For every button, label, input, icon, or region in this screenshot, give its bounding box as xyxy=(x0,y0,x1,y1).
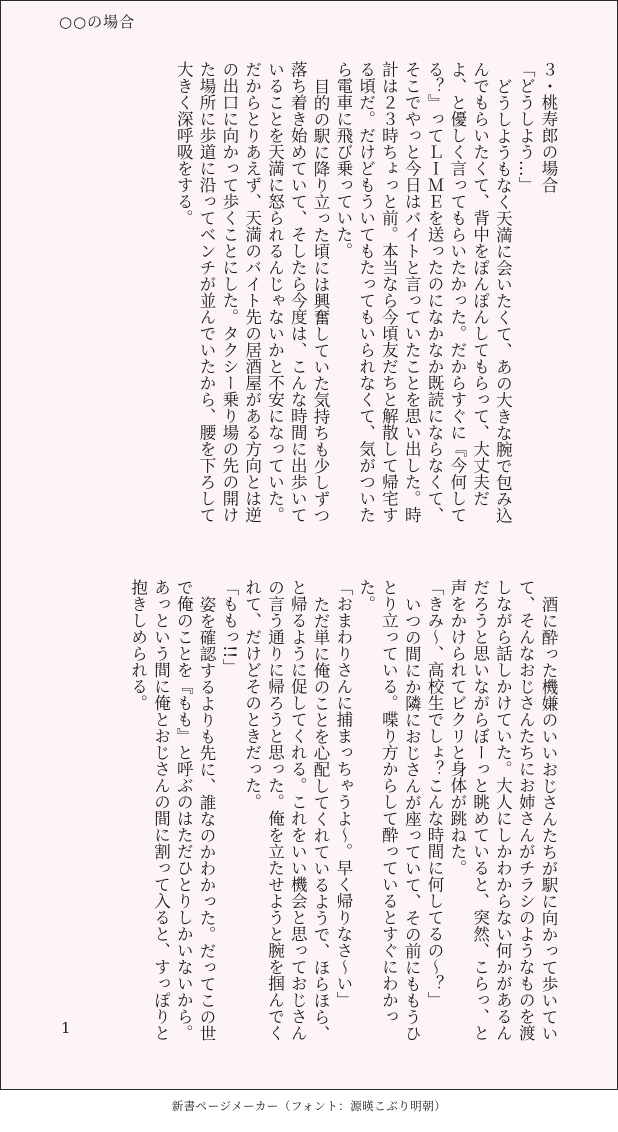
paragraph: 酒に酔った機嫌のいいおじさんたちが駅に向かって歩いていて、そんなおじさんたちにお姉さんがチラシのようなものを渡しながら話しかけていた。大人にしかわからない何かがあるんだろうと思いながらぼーっと眺めていると、突然、こらっ、と声をかけられてビクリと身体が跳ねた。 xyxy=(447,579,558,1041)
text-column-top xyxy=(171,61,559,531)
paragraph: どうしようもなく天満に会いたくて、あの大きな腕で包み込んでもらいたくて、背中をぽんぽんしてもらって、大丈夫だよ、と優しく言ってもらいたかった。だからすぐに『今何してる？』ってＬＩＭＥを送ったのになかなか既読にならなくて、そこでやっと今日はバイトと言っていたことを思い出した。時計は２３時ちょっと前。本当なら今頃友だちと解散して帰宅する頃だ。だけどもういてもたってもいられなくて、気がついたら電車に飛び乗っていた。 xyxy=(333,61,513,523)
footer-credit: 新書ページメーカー（フォント：源暎こぶり明朝） xyxy=(171,1099,447,1113)
paragraph: いつの間にか隣におじさんが座っていて、その前にももうひとり立っている。喋り方からして酔っているとすぐにわかった。 xyxy=(356,579,422,1041)
paragraph: 「きみ〜、高校生でしょ？こんな時間に何してるの〜？」 xyxy=(425,579,445,1008)
paragraph: 「ももっ!!」 xyxy=(219,579,239,675)
paragraph: 「おまわりさんに捕まっちゃうよ〜。早く帰りなさ〜い」 xyxy=(333,579,353,1008)
paragraph: ただ単に俺のことを心配してくれているようで、ほらほら、と帰るように促してくれる。これをいい機会と思っておじさんの言う通りに帰ろうと思った。俺を立たせようと腕を掴んでくれて、だけどそのときだった。 xyxy=(242,579,331,1041)
chapter-title: ３・桃寿郎の場合 xyxy=(539,61,558,193)
page-number: 1 xyxy=(61,1019,71,1037)
paragraph: 目的の駅に降り立った頃には興奮していた気持ちも少しずつ落ち着き始めていて、そしたら今度は、こんな時間に出歩いていることを天満に怒られるんじゃないかと不安になっていた。だからとりあえず、天満のバイト先の居酒屋がある方向とは逆の出口に向かって歩くことにした。タクシー乗り場の先の開けた場所に歩道に沿ってベンチが並んでいたから、腰を下ろして大きく深呼吸をする。 xyxy=(174,61,331,523)
page-header: ○○の場合 xyxy=(59,13,136,31)
text-column-bottom xyxy=(126,579,559,1049)
paragraph: 姿を確認するよりも先に、誰なのかわかった。だってこの世で俺のことを『もも』と呼ぶのはただひとりしかいないから。あっという間に俺とおじさんの間に割って入ると、すっぽりと抱きしめられる。 xyxy=(128,579,217,1041)
paragraph: 「どうしよう…」 xyxy=(516,61,536,193)
